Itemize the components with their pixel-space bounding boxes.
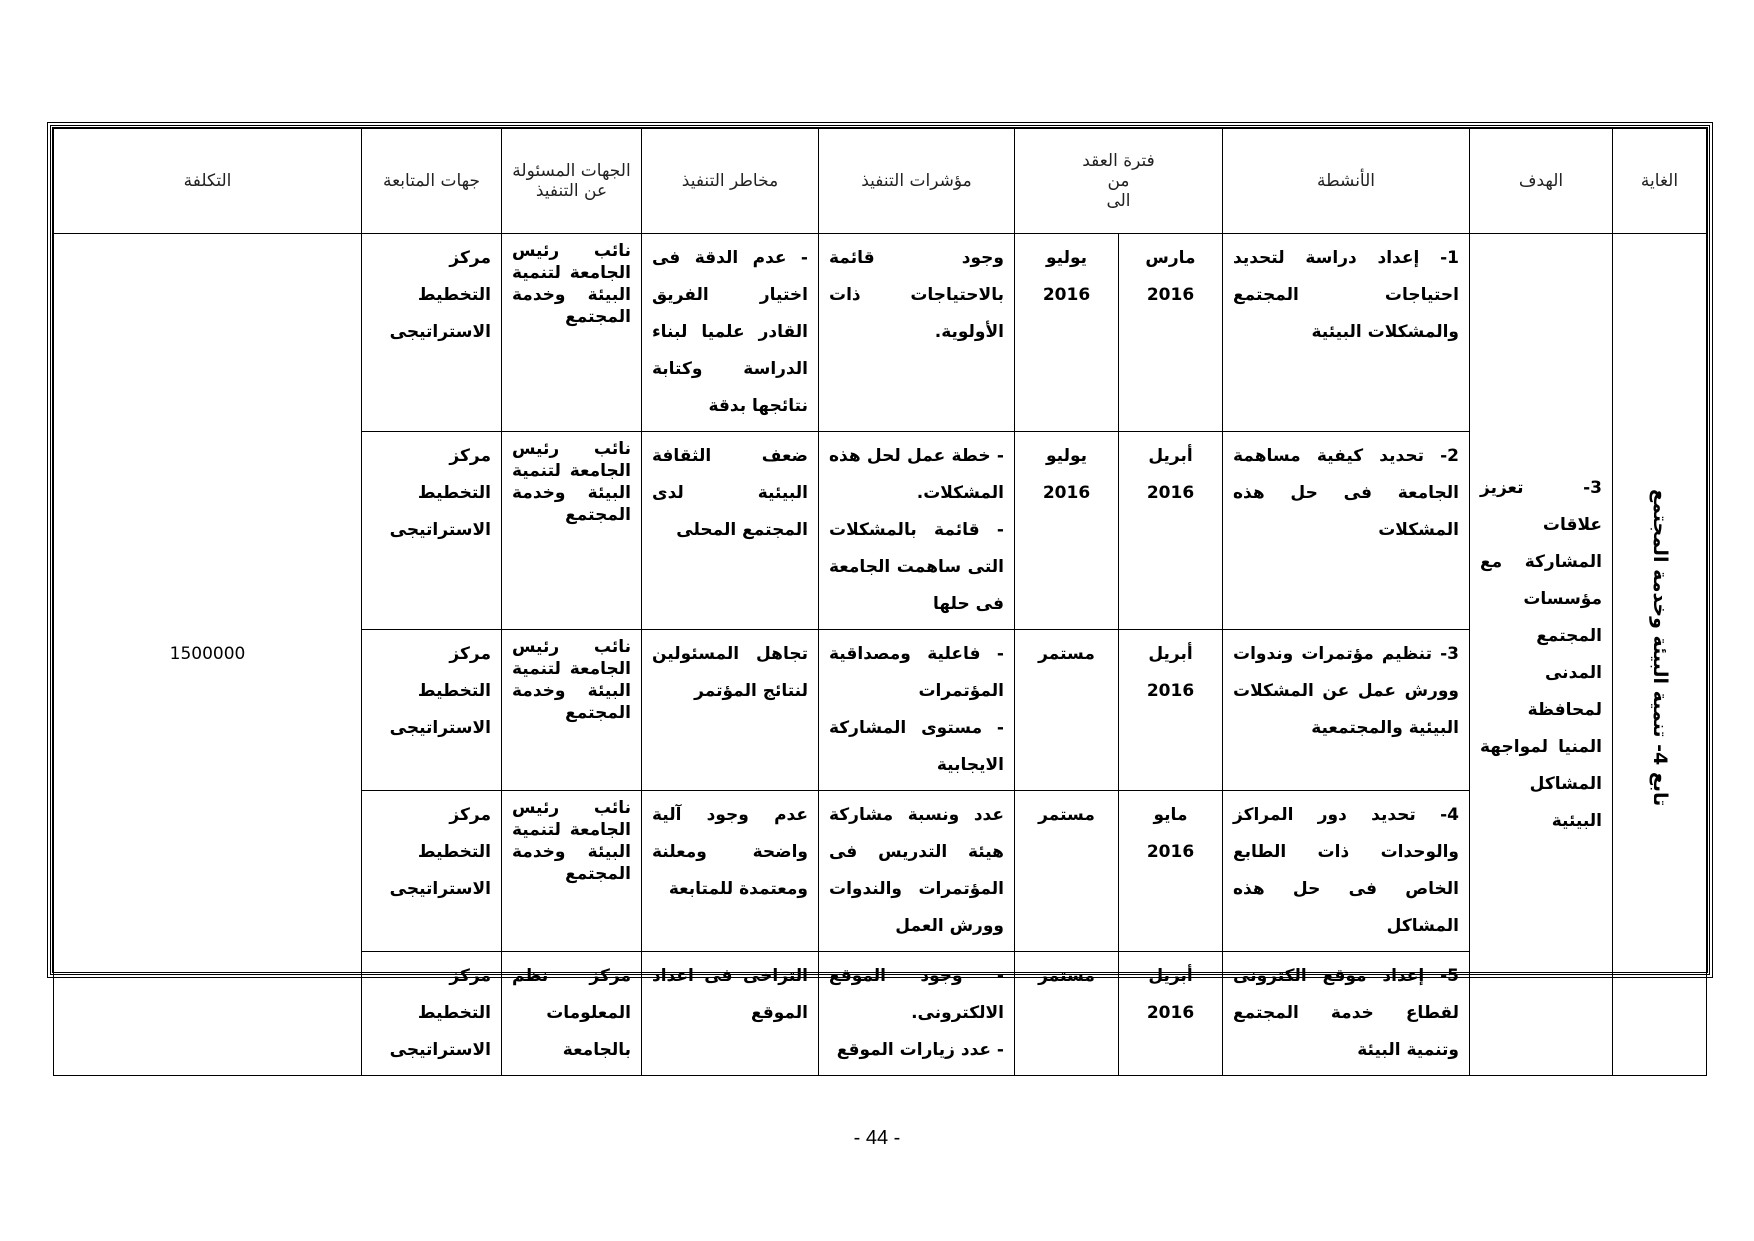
plan-table-frame bbox=[50, 125, 1710, 1060]
responsible-cell: نائب رئيس الجامعة لتنمية البيئة وخدمة المجتمع bbox=[501, 432, 641, 630]
header-period-from: من bbox=[1107, 171, 1130, 191]
header-activities: الأنشطة bbox=[1223, 129, 1470, 234]
followup-cell: مركز التخطيط الاستراتيجى bbox=[361, 432, 501, 630]
indicator-line: - قائمة بالمشكلات التى ساهمت الجامعة فى حلها bbox=[828, 520, 1004, 614]
header-followup: جهات المتابعة bbox=[361, 129, 501, 234]
aim-cell bbox=[1613, 234, 1707, 1076]
goal-cell: 3- تعزيز علاقات المشاركة مع مؤسسات المجتمع المدنى لمحافظة المنيا لمواجهة المشاكل البيئية bbox=[1470, 234, 1613, 1076]
activity-cell: 1- إعداد دراسة لتحديد احتياجات المجتمع والمشكلات البيئية bbox=[1223, 234, 1470, 432]
responsible-cell: نائب رئيس الجامعة لتنمية البيئة وخدمة المجتمع bbox=[501, 630, 641, 791]
header-responsible: الجهات المسئولة عن التنفيذ bbox=[501, 129, 641, 234]
period-to-cell: يوليو 2016 bbox=[1014, 432, 1118, 630]
header-cost: التكلفة bbox=[54, 129, 362, 234]
period-from-cell: أبريل 2016 bbox=[1119, 630, 1223, 791]
risks-cell: عدم وجود آلية واضحة ومعلنة ومعتمدة للمتابعة bbox=[641, 791, 818, 952]
activity-cell: 2- تحديد كيفية مساهمة الجامعة فى حل هذه المشكلات bbox=[1223, 432, 1470, 630]
header-goal: الهدف bbox=[1470, 129, 1613, 234]
indicator-line: - وجود الموقع الالكترونى. bbox=[828, 966, 1004, 1023]
responsible-cell: نائب رئيس الجامعة لتنمية البيئة وخدمة المجتمع bbox=[501, 234, 641, 432]
header-indicators: مؤشرات التنفيذ bbox=[818, 129, 1014, 234]
indicator-line: - عدد زيارات الموقع bbox=[836, 1040, 1004, 1060]
activity-cell: 5- إعداد موقع الكترونى لقطاع خدمة المجتمع وتنمية البيئة bbox=[1223, 952, 1470, 1076]
indicators-cell bbox=[818, 432, 1014, 630]
cost-cell: 1500000 bbox=[54, 234, 362, 1076]
indicator-line: وجود قائمة بالاحتياجات ذات الأولوية. bbox=[828, 248, 1004, 342]
activity-cell: 4- تحديد دور المراكز والوحدات ذات الطابع الخاص فى حل هذه المشاكل bbox=[1223, 791, 1470, 952]
risks-cell: التراخى فى اعداد الموقع bbox=[641, 952, 818, 1076]
indicators-cell bbox=[818, 630, 1014, 791]
responsible-cell: نائب رئيس الجامعة لتنمية البيئة وخدمة المجتمع bbox=[501, 791, 641, 952]
header-period-label: فترة العقد bbox=[1082, 151, 1155, 171]
indicators-cell bbox=[818, 791, 1014, 952]
period-from-cell: مايو 2016 bbox=[1119, 791, 1223, 952]
followup-cell: مركز التخطيط الاستراتيجى bbox=[361, 234, 501, 432]
followup-cell: مركز التخطيط الاستراتيجى bbox=[361, 791, 501, 952]
indicator-line: - مستوى المشاركة الايجابية bbox=[828, 718, 1004, 775]
followup-cell: مركز التخطيط الاستراتيجى bbox=[361, 630, 501, 791]
table-row bbox=[54, 234, 1707, 432]
period-to-cell: مستمر bbox=[1014, 791, 1118, 952]
risks-cell: ضعف الثقافة البيئية لدى المجتمع المحلى bbox=[641, 432, 818, 630]
header-row bbox=[54, 129, 1707, 234]
indicator-line: - فاعلية ومصداقية المؤتمرات bbox=[828, 644, 1004, 701]
period-from-cell: أبريل 2016 bbox=[1119, 952, 1223, 1076]
risks-cell: تجاهل المسئولين لنتائج المؤتمر bbox=[641, 630, 818, 791]
period-to-cell: يوليو 2016 bbox=[1014, 234, 1118, 432]
header-period bbox=[1014, 129, 1222, 234]
aim-text: تابع 4- تنمية البيئة وخدمة المجتمع bbox=[1649, 488, 1671, 807]
header-aim: الغاية bbox=[1613, 129, 1707, 234]
indicator-line: - خطة عمل لحل هذه المشكلات. bbox=[828, 446, 1004, 503]
period-from-cell: مارس 2016 bbox=[1119, 234, 1223, 432]
followup-cell: مركز التخطيط الاستراتيجى bbox=[361, 952, 501, 1076]
risks-cell: - عدم الدقة فى اختيار الفريق القادر علميا لبناء الدراسة وكتابة نتائجها بدقة bbox=[641, 234, 818, 432]
activity-cell: 3- تنظيم مؤتمرات وندوات وورش عمل عن المشكلات البيئية والمجتمعية bbox=[1223, 630, 1470, 791]
period-from-cell: أبريل 2016 bbox=[1119, 432, 1223, 630]
responsible-cell: مركز نظم المعلومات بالجامعة bbox=[501, 952, 641, 1076]
period-to-cell: مستمر bbox=[1014, 952, 1118, 1076]
indicator-line: عدد ونسبة مشاركة هيئة التدريس فى المؤتمرات والندوات وورش العمل bbox=[828, 805, 1004, 936]
page-number: - 44 - bbox=[853, 1127, 901, 1149]
header-period-to: الى bbox=[1106, 191, 1131, 211]
header-risks: مخاطر التنفيذ bbox=[641, 129, 818, 234]
indicators-cell bbox=[818, 952, 1014, 1076]
period-to-cell: مستمر bbox=[1014, 630, 1118, 791]
plan-table bbox=[53, 128, 1707, 1076]
indicators-cell bbox=[818, 234, 1014, 432]
